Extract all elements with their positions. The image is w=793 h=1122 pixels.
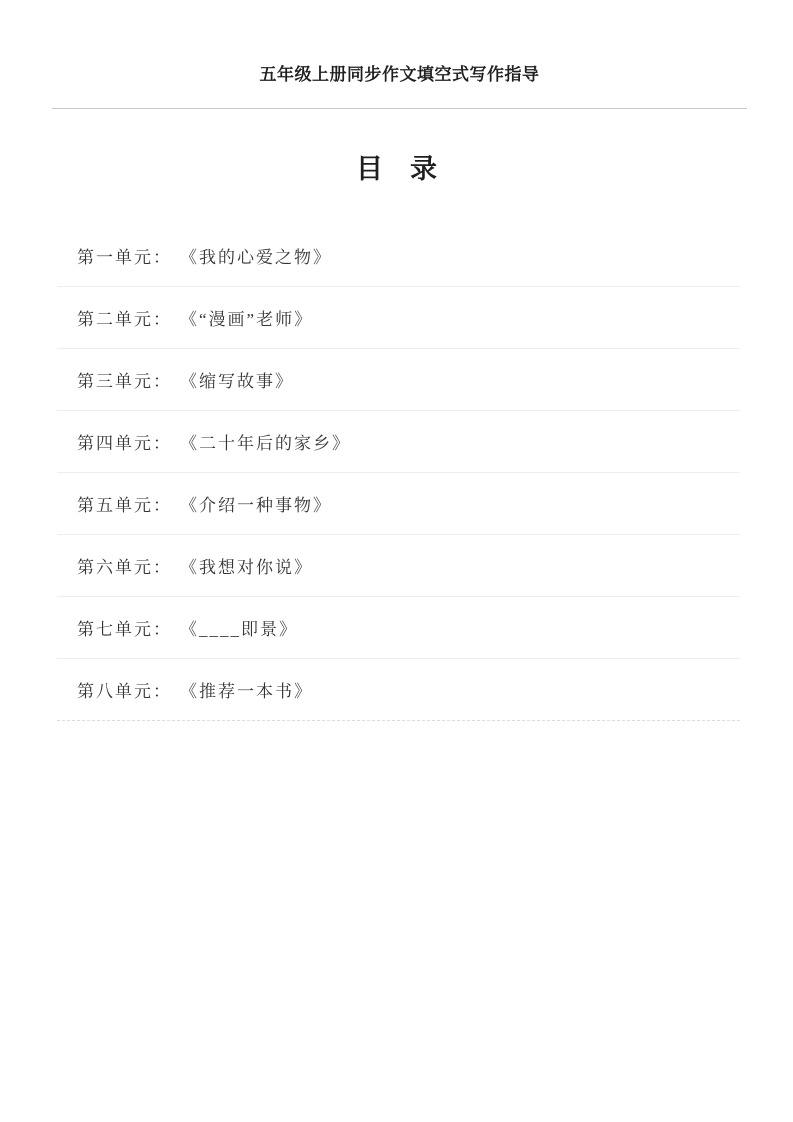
toc-item-title: 《介绍一种事物》 xyxy=(180,496,332,515)
toc-item-unit: 第二单元： xyxy=(77,310,172,329)
toc-item xyxy=(57,225,740,287)
toc-item xyxy=(57,473,740,535)
toc-item-title: 《我的心爱之物》 xyxy=(180,248,332,267)
toc-heading: 目 录 xyxy=(356,154,437,184)
toc-item-title: 《二十年后的家乡》 xyxy=(180,434,351,453)
toc-item-title: 《“漫画”老师》 xyxy=(180,310,314,329)
toc-item-unit: 第八单元： xyxy=(77,682,172,701)
toc-item-title: 《推荐一本书》 xyxy=(180,682,313,701)
toc-item xyxy=(57,535,740,597)
toc-item-unit: 第三单元： xyxy=(77,372,172,391)
toc-item-unit: 第七单元： xyxy=(77,620,172,639)
toc-item xyxy=(57,349,740,411)
toc-item-unit: 第四单元： xyxy=(77,434,172,453)
toc-item xyxy=(57,597,740,659)
toc-item-title: 《我想对你说》 xyxy=(180,558,313,577)
toc-item-unit: 第一单元： xyxy=(77,248,172,267)
toc-item xyxy=(57,287,740,349)
toc-item-title: 《____即景》 xyxy=(180,620,298,639)
toc-item-unit: 第六单元： xyxy=(77,558,172,577)
toc-item xyxy=(57,411,740,473)
document-header xyxy=(52,0,747,109)
toc-list xyxy=(57,225,740,721)
document-header-title: 五年级上册同步作文填空式写作指导 xyxy=(259,65,540,84)
toc-item-title: 《缩写故事》 xyxy=(180,372,294,391)
toc-item xyxy=(57,659,740,721)
toc-item-unit: 第五单元： xyxy=(77,496,172,515)
